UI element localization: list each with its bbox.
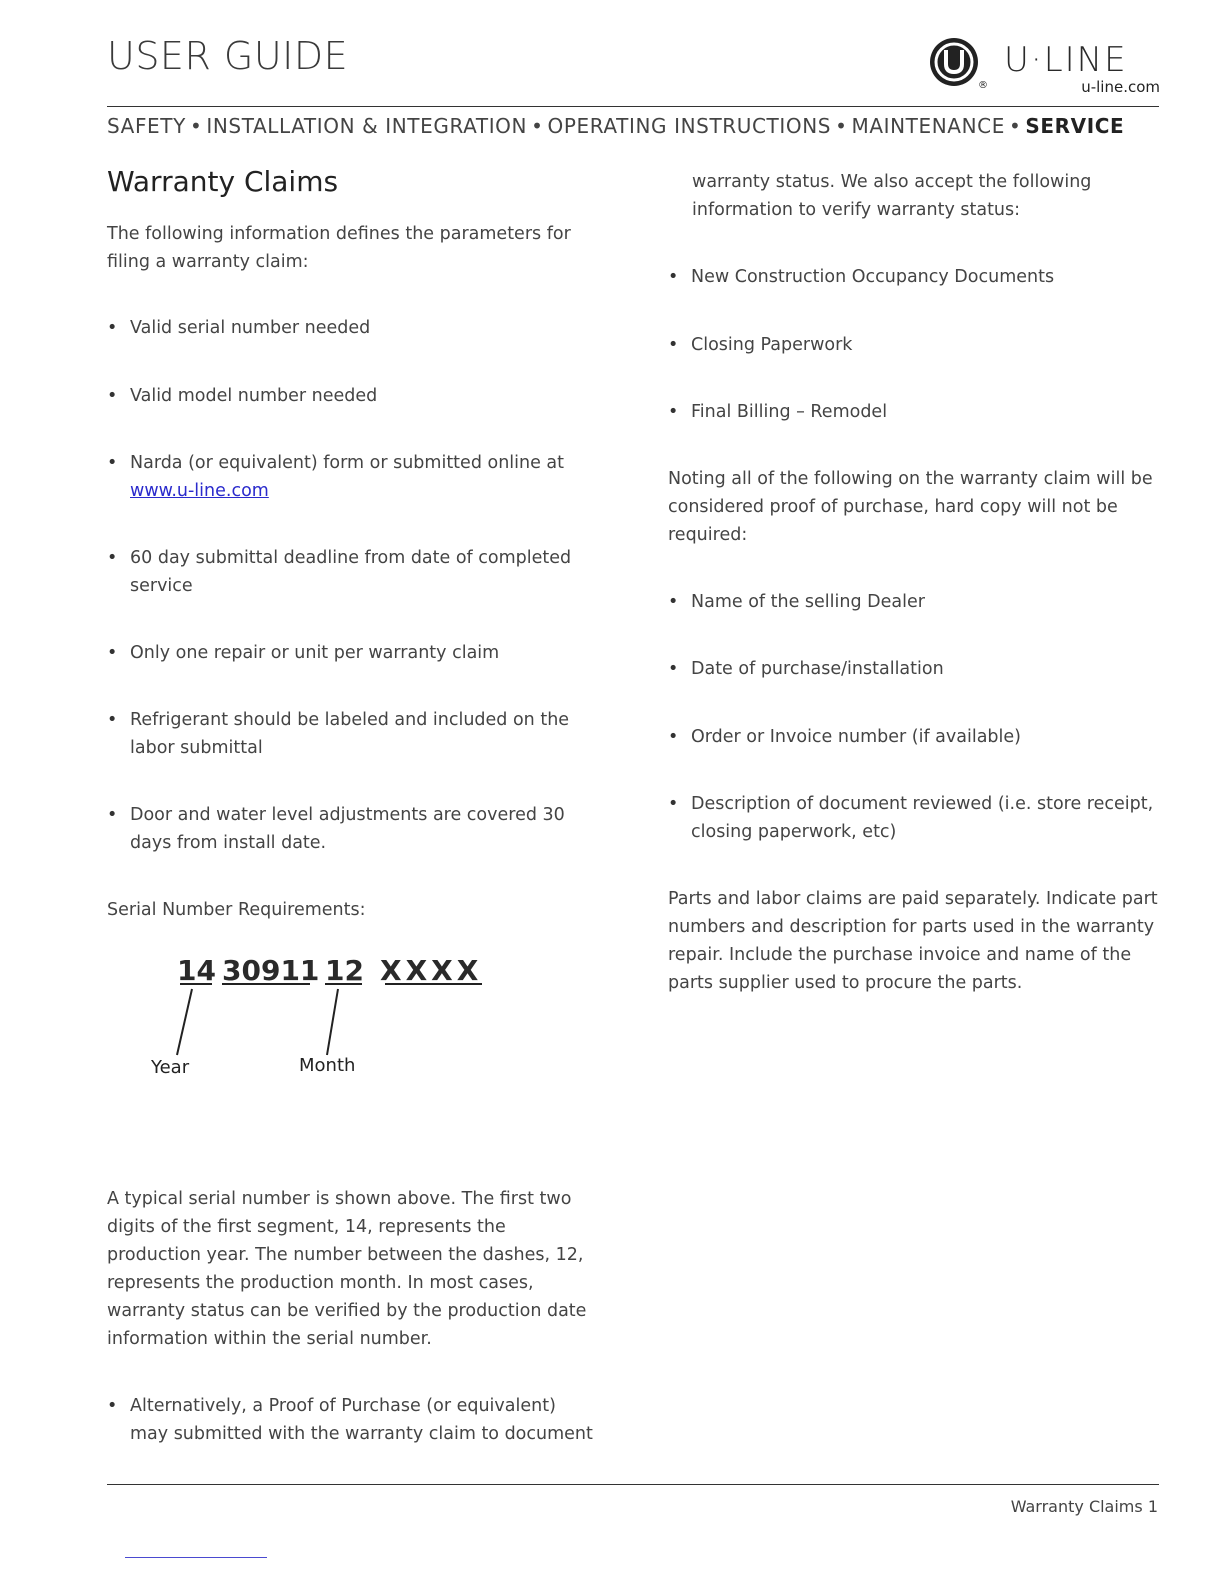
continuation-paragraph: warranty status. We also accept the following information to verify warranty status: bbox=[692, 172, 1092, 220]
section-nav bbox=[107, 114, 1159, 138]
list-item: • Name of the selling Dealer bbox=[668, 588, 1164, 616]
serial-segment-suffix: XXXX bbox=[380, 954, 483, 987]
left-column bbox=[107, 165, 597, 924]
list-item: • 60 day submittal deadline from date of completed service bbox=[107, 544, 597, 600]
month-pointer bbox=[327, 989, 338, 1055]
page-footer: Warranty Claims 1 bbox=[1010, 1497, 1158, 1516]
header-divider bbox=[107, 106, 1159, 107]
nav-item-maintenance: MAINTENANCE bbox=[851, 114, 1005, 138]
proof-of-purchase-paragraph: Noting all of the following on the warranty claim will be considered proof of purchase, hard copy will not be required: bbox=[668, 469, 1153, 545]
nav-separator: • bbox=[1008, 114, 1022, 138]
nav-separator: • bbox=[189, 114, 203, 138]
nav-item-service: SERVICE bbox=[1025, 114, 1125, 138]
section-heading: Warranty Claims bbox=[107, 165, 339, 198]
nav-separator: • bbox=[531, 114, 544, 138]
footer-divider bbox=[107, 1484, 1159, 1485]
right-column bbox=[668, 168, 1164, 997]
decorative-line bbox=[125, 1557, 267, 1558]
nav-item-safety: SAFETY bbox=[107, 114, 186, 138]
month-label: Month bbox=[299, 1055, 356, 1076]
serial-number-diagram bbox=[140, 945, 500, 1085]
serial-explanation-block bbox=[107, 1185, 597, 1448]
list-item: • Closing Paperwork bbox=[668, 331, 1164, 359]
list-item: • Valid serial number needed bbox=[107, 314, 597, 342]
list-item: • Valid model number needed bbox=[107, 382, 597, 410]
list-item: • Date of purchase/installation bbox=[668, 655, 1164, 683]
list-item-text: Narda (or equivalent) form or submitted online at bbox=[130, 453, 565, 473]
list-item: • Only one repair or unit per warranty claim bbox=[107, 639, 597, 667]
registered-mark: ® bbox=[978, 80, 988, 91]
parts-labor-paragraph: Parts and labor claims are paid separately. Indicate part numbers and description for parts used in the warranty repair. Include the purchase invoice and name of the parts supplier used to procure the parts. bbox=[668, 889, 1158, 993]
list-item: • Description of document reviewed (i.e. store receipt, closing paperwork, etc) bbox=[668, 790, 1164, 846]
nav-item-installation: INSTALLATION & INTEGRATION bbox=[206, 114, 528, 138]
list-item: • Final Billing – Remodel bbox=[668, 398, 1164, 426]
nav-item-operating: OPERATING INSTRUCTIONS bbox=[547, 114, 832, 138]
list-item: • Refrigerant should be labeled and included on the labor submittal bbox=[107, 706, 597, 762]
serial-explanation: A typical serial number is shown above. The first two digits of the first segment, 14, represents the production year. The number between the dashes, 12, represents the production month. In most cases, warranty status can be verified by the production date information within the serial number. bbox=[107, 1189, 587, 1349]
nav-separator: • bbox=[835, 114, 848, 138]
list-item: • Alternatively, a Proof of Purchase (or equivalent) may submitted with the warranty claim to document bbox=[107, 1392, 597, 1448]
logo-website[interactable]: u-line.com bbox=[1081, 78, 1160, 96]
list-item bbox=[107, 449, 597, 505]
serial-segment-sequence: 30911 bbox=[222, 954, 320, 987]
website-link[interactable]: www.u-line.com bbox=[130, 481, 269, 501]
serial-heading: Serial Number Requirements: bbox=[107, 900, 366, 920]
serial-segment-month: 12 bbox=[325, 954, 364, 987]
logo-wordmark: U·LINE bbox=[1004, 40, 1128, 80]
document-title: USER GUIDE bbox=[107, 34, 349, 78]
list-item: • New Construction Occupancy Documents bbox=[668, 263, 1164, 291]
list-item: • Door and water level adjustments are covered 30 days from install date. bbox=[107, 801, 597, 857]
year-pointer bbox=[177, 989, 192, 1055]
intro-paragraph: The following information defines the parameters for filing a warranty claim: bbox=[107, 224, 571, 272]
list-item: • Order or Invoice number (if available) bbox=[668, 723, 1164, 751]
year-label: Year bbox=[151, 1057, 190, 1078]
serial-segment-year: 14 bbox=[177, 954, 216, 987]
